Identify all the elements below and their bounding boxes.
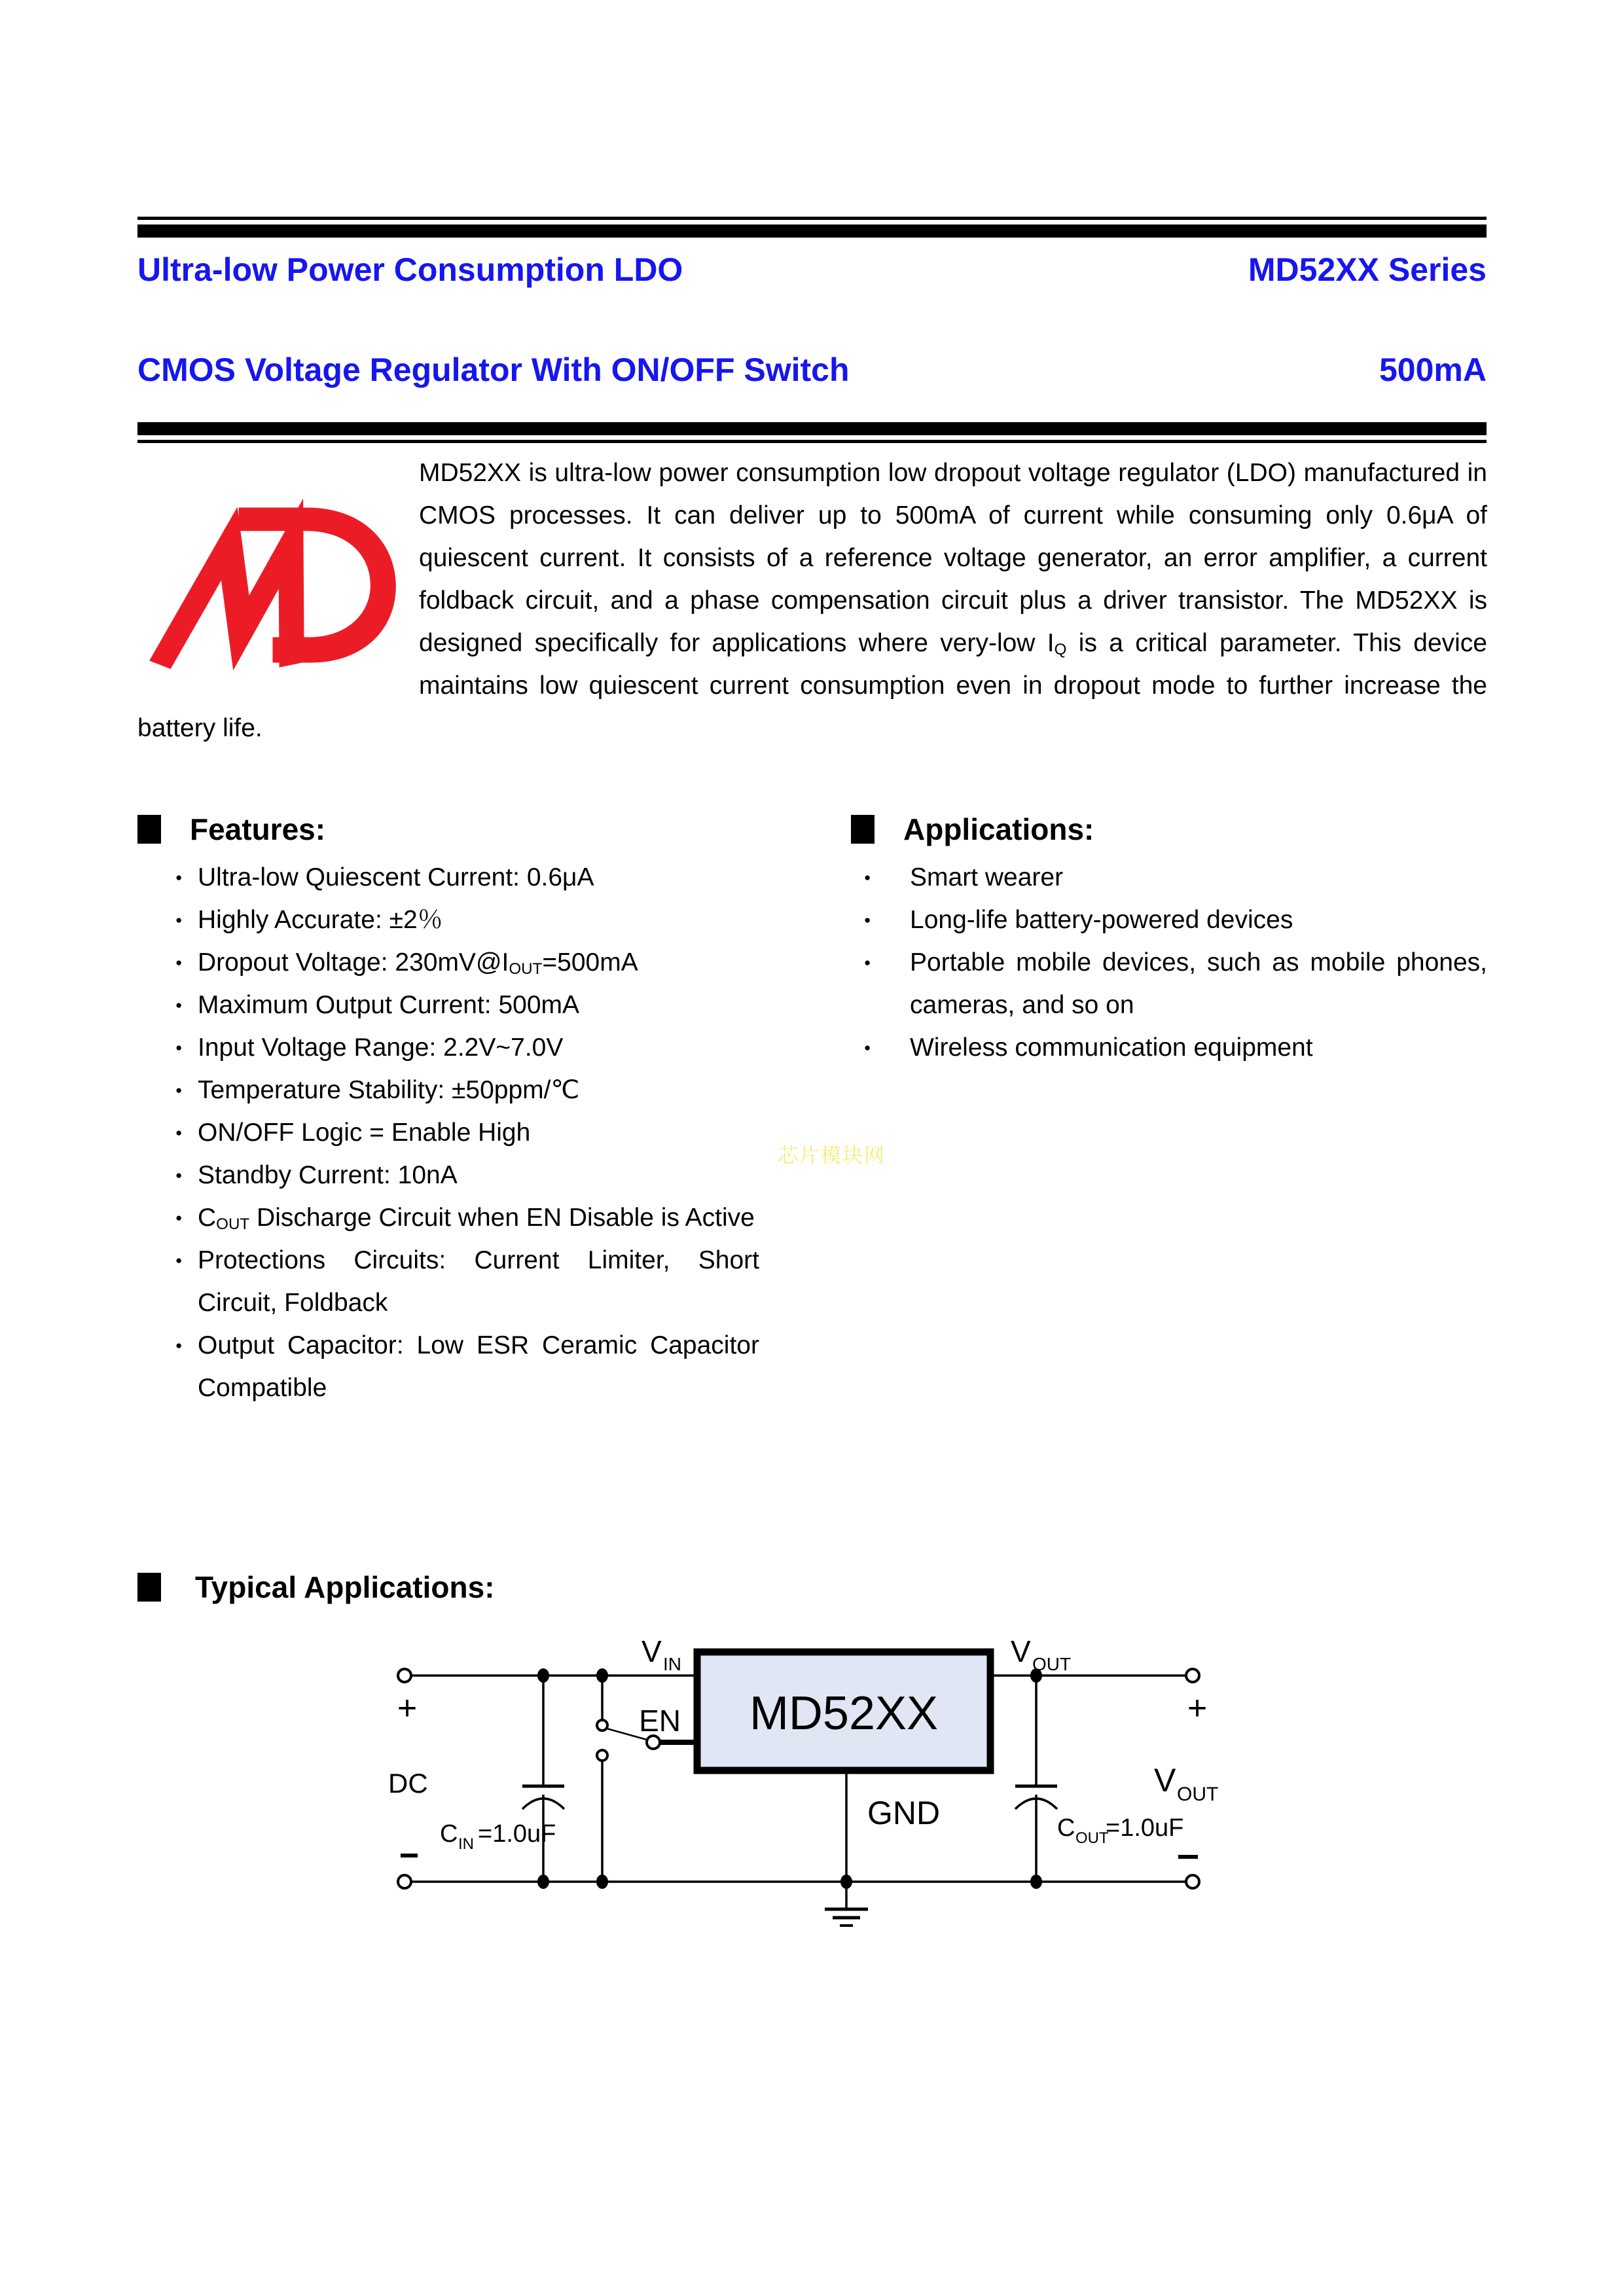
section-square-icon xyxy=(137,1573,161,1602)
intro-paragraph: MD52XX is ultra-low power consumption low dropout voltage regulator (LDO) manufactured in CMOS processes. It can deliver up to 500mA of current while consuming only 0.6μA of quiescent current. It consists of a reference voltage generator, an error amplifier, a current foldback circuit, and a phase compensation circuit plus a driver transistor. The MD52XX is designed specifically for applications where very-low $I_Q$ is a critical parameter. This device maintains low quiescent current consumption even in dropout mode to further increase the battery life. xyxy=(137,459,1487,742)
bullet-item: ● Long-life battery-powered devices xyxy=(864,899,1487,941)
output-minus-terminal xyxy=(1186,1875,1199,1888)
junction-dot xyxy=(596,1668,608,1683)
features-list xyxy=(175,856,759,1409)
cin-label: C xyxy=(440,1820,458,1848)
bullet-item: ● $C_{OUT}$ Discharge Circuit when EN Disable is Active xyxy=(175,1196,759,1239)
header-rule-thick xyxy=(137,224,1487,238)
bullet-item: ● Standby Current: 10nA xyxy=(175,1154,759,1196)
gnd-label: GND xyxy=(867,1795,941,1831)
current-rating: 500mA xyxy=(1379,351,1487,388)
bullet-item: ● Input Voltage Range: 2.2V~7.0V xyxy=(175,1026,759,1069)
vout-top-label-sub: OUT xyxy=(1032,1654,1072,1674)
features-column xyxy=(137,810,759,1409)
cin-label-value: =1.0uF xyxy=(478,1820,556,1848)
lists-section xyxy=(137,810,1487,1409)
bullet-item: ● ON/OFF Logic = Enable High xyxy=(175,1111,759,1154)
cout-label-sub: OUT xyxy=(1075,1829,1109,1847)
series-name: MD52XX Series xyxy=(1248,251,1487,288)
bullet-item: ● Protections Circuits: Current Limiter, Short Circuit, Foldback xyxy=(175,1239,759,1324)
cout-label-value: =1.0uF xyxy=(1106,1814,1184,1842)
vout-top-label: V xyxy=(1011,1634,1031,1668)
minus-sign-right xyxy=(1178,1855,1198,1859)
bullet-item: ● Temperature Stability: ±50ppm/℃ xyxy=(175,1069,759,1111)
section-square-icon xyxy=(137,815,161,844)
section-square-icon xyxy=(851,815,875,844)
cin-label-sub: IN xyxy=(458,1835,474,1853)
title-row-2 xyxy=(137,352,1487,388)
switch-lower-contact xyxy=(597,1750,607,1761)
watermark: 芯片模块网 xyxy=(778,1144,886,1167)
bullet-item: ● Dropout Voltage: $230mV@I_{OUT}=500mA$ xyxy=(175,941,759,984)
applications-column xyxy=(851,810,1487,1409)
header-rule-thick-2 xyxy=(137,422,1487,435)
bullet-item: ● Smart wearer xyxy=(864,856,1487,899)
bullet-item: ● Portable mobile devices, such as mobile phones, cameras, and so on xyxy=(864,941,1487,1026)
cout-label: C xyxy=(1057,1814,1075,1842)
intro-section xyxy=(137,452,1487,749)
junction-dot xyxy=(840,1874,852,1889)
junction-dot xyxy=(596,1874,608,1889)
output-plus-terminal xyxy=(1186,1669,1199,1682)
chip-label: MD52XX xyxy=(749,1687,939,1740)
en-label: EN xyxy=(639,1704,681,1738)
plus-sign-left: + xyxy=(397,1689,418,1727)
page-subtitle: CMOS Voltage Regulator With ON/OFF Switch xyxy=(137,351,850,388)
plus-sign-right: + xyxy=(1187,1689,1208,1727)
title-row-1 xyxy=(137,252,1487,288)
minus-sign-left xyxy=(401,1854,418,1857)
junction-dot xyxy=(1030,1874,1042,1889)
features-header xyxy=(137,810,759,848)
company-logo xyxy=(137,452,419,704)
dc-label: DC xyxy=(388,1768,428,1799)
vout-right-label: V xyxy=(1154,1762,1176,1799)
bullet-item: ● Wireless communication equipment xyxy=(864,1026,1487,1069)
typical-applications-heading: Typical Applications: xyxy=(195,1570,495,1604)
page-title: Ultra-low Power Consumption LDO xyxy=(137,251,683,288)
junction-dot xyxy=(537,1874,549,1889)
input-minus-terminal xyxy=(398,1875,411,1888)
input-plus-terminal xyxy=(398,1669,411,1682)
en-pole-contact xyxy=(647,1736,660,1749)
vin-label-sub: IN xyxy=(663,1654,681,1674)
typical-application-circuit xyxy=(367,1598,1263,1971)
applications-list xyxy=(864,856,1487,1069)
vin-label: V xyxy=(641,1634,662,1668)
bullet-item: ● Output Capacitor: Low ESR Ceramic Capacitor Compatible xyxy=(175,1324,759,1409)
applications-heading: Applications: xyxy=(903,812,1094,846)
bullet-item: ● Highly Accurate: ±2％ xyxy=(175,899,759,941)
switch-upper-contact xyxy=(597,1720,607,1731)
applications-header xyxy=(851,810,1487,848)
junction-dot xyxy=(537,1668,549,1683)
features-heading: Features: xyxy=(190,812,326,846)
header-rule-thin-2 xyxy=(137,440,1487,443)
vout-right-label-sub: OUT xyxy=(1177,1784,1219,1805)
header-rule-thin xyxy=(137,217,1487,220)
bullet-item: ● Ultra-low Quiescent Current: 0.6μA xyxy=(175,856,759,899)
bullet-item: ● Maximum Output Current: 500mA xyxy=(175,984,759,1026)
logo-m-shape xyxy=(160,544,317,665)
md-logo-icon xyxy=(149,495,405,675)
